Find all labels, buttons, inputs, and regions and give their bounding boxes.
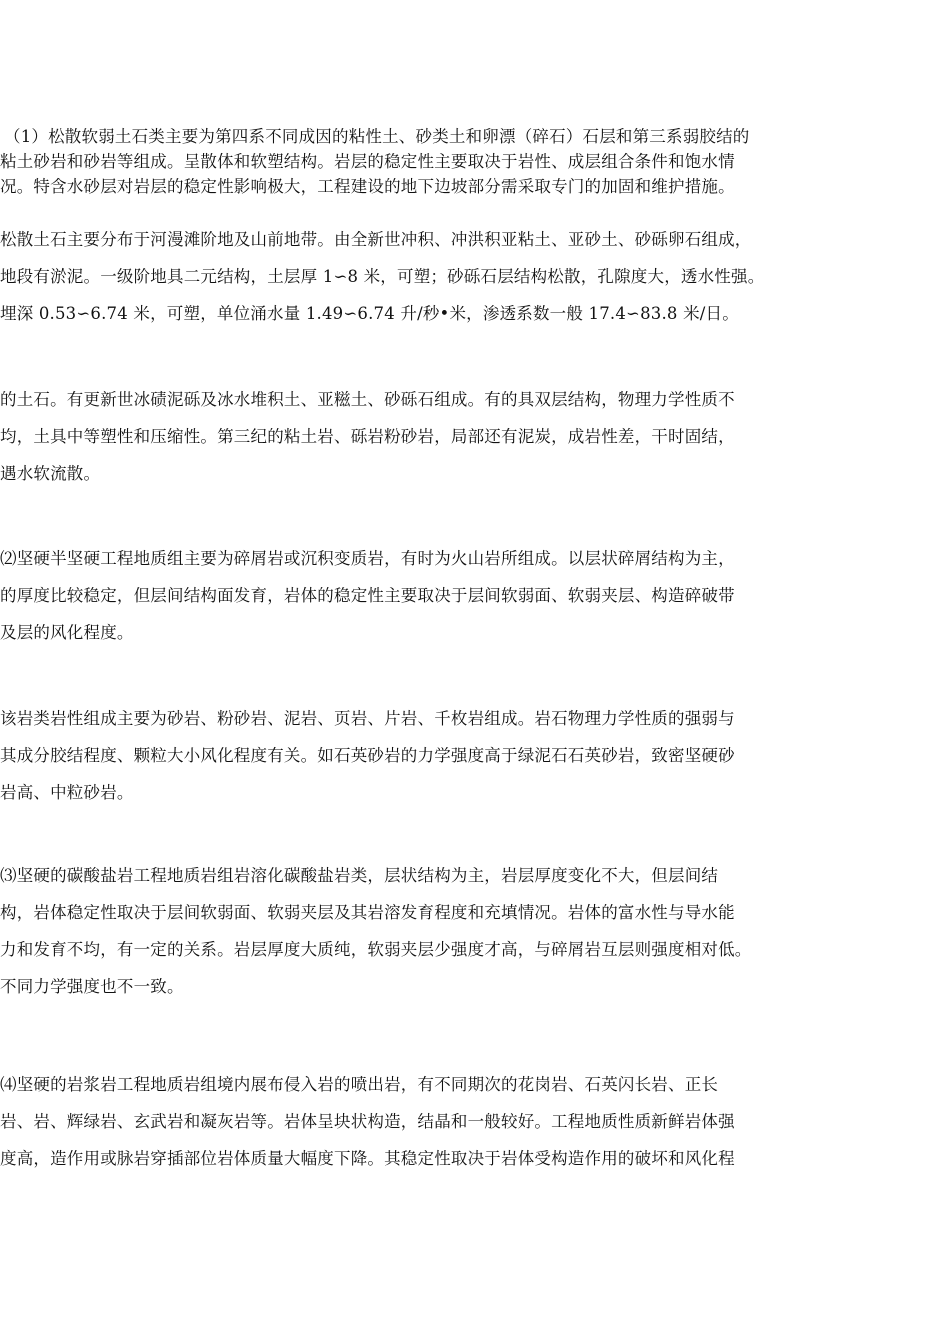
paragraph-loose-soft-soil-rock — [0, 124, 870, 199]
text-line: 其成分胶结程度、颗粒大小风化程度有关。如石英砂岩的力学强度高于绿泥石石英砂岩，致密坚硬砂 — [0, 746, 735, 765]
text-line: 岩高、中粒砂岩。 — [0, 783, 134, 802]
paragraph-rock-lithology — [0, 700, 870, 811]
text-line: 力和发育不均，有一定的关系。岩层厚度大质纯，软弱夹层少强度才高，与碎屑岩互层则强度相对低。 — [0, 940, 752, 959]
text-line: 岩、岩、辉绿岩、玄武岩和凝灰岩等。岩体呈块状构造，结晶和一般较好。工程地质性质新鲜岩体强 — [0, 1112, 735, 1131]
paragraph-loose-soil-distribution — [0, 221, 870, 332]
text-line: 的厚度比较稳定，但层间结构面发育，岩体的稳定性主要取决于层间软弱面、软弱夹层、构造碎破带 — [0, 586, 735, 605]
text-line: 不同力学强度也不一致。 — [0, 977, 184, 996]
text-line: ⑶坚硬的碳酸盐岩工程地质岩组岩溶化碳酸盐岩类，层状结构为主，岩层厚度变化不大，但层间结 — [0, 866, 719, 885]
paragraph-carbonate-rock-group — [0, 857, 870, 1005]
text-line: 均，土具中等塑性和压缩性。第三纪的粘土岩、砾岩粉砂岩，局部还有泥炭，成岩性差，干时固结， — [0, 427, 735, 446]
text-line: ⑵坚硬半坚硬工程地质组主要为碎屑岩或沉积变质岩，有时为火山岩所组成。以层状碎屑结构为主， — [0, 549, 735, 568]
text-line: 的土石。有更新世冰碛泥砾及冰水堆积土、亚糍土、砂砾石组成。有的具双层结构，物理力学性质不 — [0, 390, 735, 409]
text-line: 该岩类岩性组成主要为砂岩、粉砂岩、泥岩、页岩、片岩、千枚岩组成。岩石物理力学性质的强弱与 — [0, 709, 735, 728]
paragraph-pleistocene-deposits — [0, 381, 870, 492]
text-line: 况。特含水砂层对岩层的稳定性影响极大，工程建设的地下边坡部分需采取专门的加固和维护措施。 — [0, 177, 735, 196]
text-line: 度高，造作用或脉岩穿插部位岩体质量大幅度下降。其稳定性取决于岩体受构造作用的破坏和风化程 — [0, 1149, 735, 1168]
paragraph-hard-semihard-group — [0, 540, 870, 651]
text-line: 遇水软流散。 — [0, 464, 101, 483]
text-line: 埋深 0.53∽6.74 米，可塑，单位涌水量 1.49∽6.74 升/秒•米，渗透系数一般 17.4∽83.8 米/日。 — [0, 304, 739, 323]
text-line: 粘土砂岩和砂岩等组成。呈散体和软塑结构。岩层的稳定性主要取决于岩性、成层组合条件和饱水情 — [0, 152, 735, 171]
text-line: （1）松散软弱土石类主要为第四系不同成因的粘性土、砂类土和卵漂（碎石）石层和第三系弱胶结的 — [4, 127, 750, 146]
paragraph-magmatic-rock-group — [0, 1066, 870, 1177]
text-line: ⑷坚硬的岩浆岩工程地质岩组境内展布侵入岩的喷出岩，有不同期次的花岗岩、石英闪长岩、正长 — [0, 1075, 719, 1094]
text-line: 及层的风化程度。 — [0, 623, 134, 642]
text-line: 地段有淤泥。一级阶地具二元结构，土层厚 1∽8 米，可塑；砂砾石层结构松散，孔隙度大，透水性强。 — [0, 267, 765, 286]
text-line: 松散土石主要分布于河漫滩阶地及山前地带。由全新世冲积、冲洪积亚粘土、亚砂土、砂砾卵石组成， — [0, 230, 752, 249]
text-line: 构，岩体稳定性取决于层间软弱面、软弱夹层及其岩溶发育程度和充填情况。岩体的富水性与导水能 — [0, 903, 735, 922]
